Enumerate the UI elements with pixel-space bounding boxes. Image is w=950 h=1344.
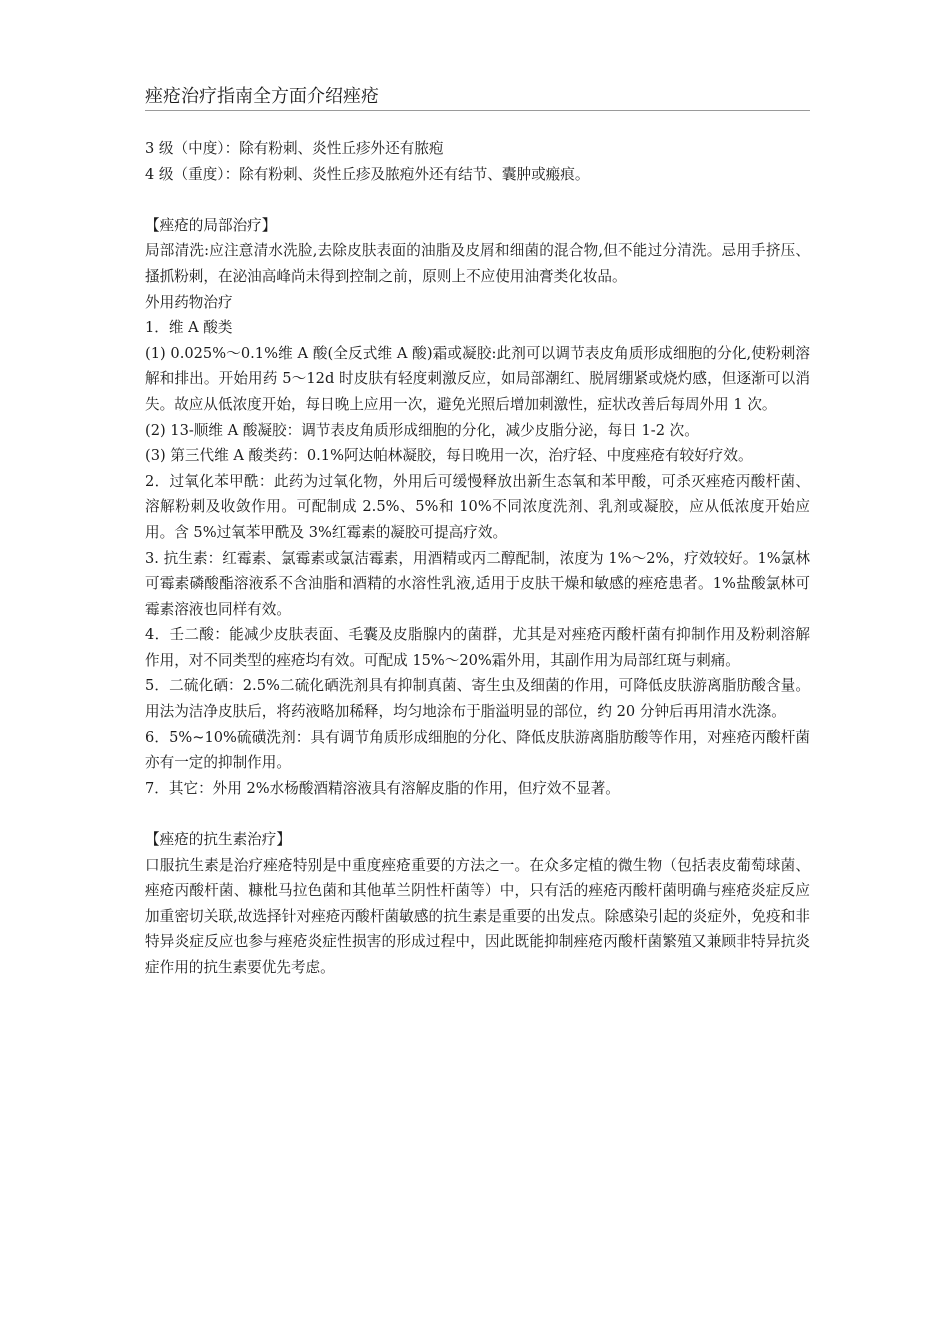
grade-3-line: 3 级（中度）：除有粉刺、炎性丘疹外还有脓疱 (145, 140, 444, 157)
spacer (145, 187, 810, 213)
antibiotic-topical-item: 3. 抗生素：红霉素、氯霉素或氯洁霉素，用酒精或丙二醇配制，浓度为 1%～2%，疗效较好。1%氯林可霉素磷酸酯溶液系不含油脂和酒精的水溶性乳液,适用于皮肤干燥和敏感的痤疮患者。1%盐酸氯林可霉素溶液也同样有效。 (145, 549, 810, 618)
cleansing-paragraph: 局部清洗:应注意清水洗脸,去除皮肤表面的油脂及皮屑和细菌的混合物,但不能过分清洗。忌用手挤压、搔抓粉刺，在泌油高峰尚未得到控制之前，原则上不应使用油膏类化妆品。 (145, 242, 810, 285)
section-heading-local-treatment: 【痤疮的局部治疗】 (145, 216, 277, 234)
retinoid-item-2: (2) 13-顺维 A 酸凝胶：调节表皮角质形成细胞的分化，减少皮脂分泌，每日 1-2 次。 (145, 421, 699, 439)
azelaic-acid-item: 4．壬二酸：能减少皮肤表面、毛囊及皮脂腺内的菌群，尤其是对痤疮丙酸杆菌有抑制作用及粉刺溶解作用，对不同类型的痤疮均有效。可配成 15%～20%霜外用，其副作用为局部红斑与刺痛。 (145, 626, 810, 669)
other-item: 7．其它：外用 2%水杨酸酒精溶液具有溶解皮脂的作用，但疗效不显著。 (145, 779, 620, 797)
benzoyl-peroxide-item: 2．过氧化苯甲酰：此药为过氧化物，外用后可缓慢释放出新生态氧和苯甲酸，可杀灭痤疮丙酸杆菌、溶解粉刺及收敛作用。可配制成 2.5%、5%和 10%不同浓度洗剂、乳剂或凝胶，应从低浓度开始应用。含 5%过氧苯甲酰及 3%红霉素的凝胶可提高疗效。 (145, 472, 810, 541)
header-divider (145, 110, 810, 111)
section-heading-antibiotic-treatment: 【痤疮的抗生素治疗】 (145, 831, 291, 849)
page-header-title: 痤疮治疗指南全方面介绍痤疮 (145, 86, 379, 107)
retinoid-item-1: (1) 0.025%～0.1%维 A 酸(全反式维 A 酸)霜或凝胶:此剂可以调节表皮角质形成细胞的分化,使粉刺溶解和排出。开始用药 5～12d 时皮肤有轻度刺激反应，如局部潮红、脱屑绷紧或烧灼感，但逐渐可以消失。故应从低浓度开始，每日晚上应用一次，避免光照后增加刺激性，症状改善后每周外用 1 次。 (145, 344, 810, 413)
topical-treatment-title: 外用药物治疗 (145, 293, 233, 311)
spacer (145, 801, 810, 827)
antibiotic-paragraph: 口服抗生素是治疗痤疮特别是中重度痤疮重要的方法之一。在众多定植的微生物（包括表皮葡萄球菌、痤疮丙酸杆菌、糠枇马拉色菌和其他革兰阴性杆菌等）中，只有活的痤疮丙酸杆菌明确与痤疮炎症反应加重密切关联,故选择针对痤疮丙酸杆菌敏感的抗生素是重要的出发点。除感染引起的炎症外，免疫和非特异炎症反应也参与痤疮炎症性损害的形成过程中，因此既能抑制痤疮丙酸杆菌繁殖又兼顾非特异抗炎症作用的抗生素要优先考虑。 (145, 856, 810, 976)
sulfur-lotion-item: 6．5%~10%硫磺洗剂：具有调节角质形成细胞的分化、降低皮肤游离脂肪酸等作用，对痤疮丙酸杆菌亦有一定的抑制作用。 (145, 728, 810, 772)
grade-4-line: 4 级（重度）：除有粉刺、炎性丘疹及脓疱外还有结节、囊肿或瘢痕。 (145, 165, 590, 183)
document-body (145, 136, 810, 981)
retinoid-item-3: (3) 第三代维 A 酸类药：0.1%阿达帕林凝胶，每日晚用一次，治疗轻、中度痤疮有较好疗效。 (145, 447, 753, 465)
retinoid-heading: 1．维 A 酸类 (145, 319, 233, 337)
selenium-sulfide-item: 5．二硫化硒：2.5%二硫化硒洗剂具有抑制真菌、寄生虫及细菌的作用，可降低皮肤游离脂肪酸含量。用法为洁净皮肤后，将药液略加稀释，均匀地涂布于脂溢明显的部位，约 20 分钟后再用清水洗涤。 (145, 677, 810, 721)
